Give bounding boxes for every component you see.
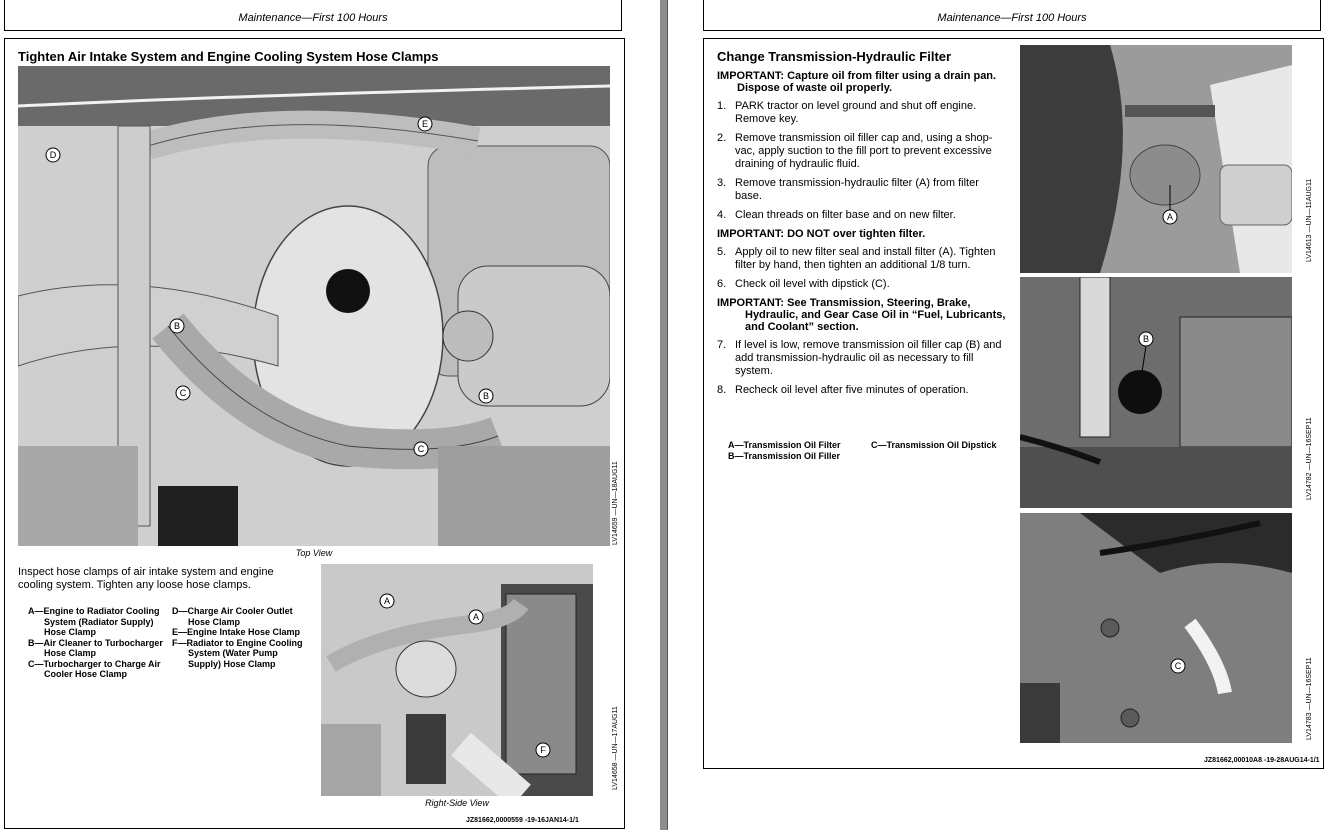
- legend-item-a: A—Engine to Radiator Cooling System (Radiator Supply) Hose Clamp: [28, 606, 160, 637]
- legend-item-b: B—Transmission Oil Filler: [728, 450, 841, 461]
- step-item: 5. Apply oil to new filter seal and install filter (A). Tighten filter by hand, then tighten an additional 1/8 turn.: [717, 246, 996, 271]
- callout-a: A: [383, 596, 391, 606]
- right-header-text: Maintenance—First 100 Hours: [937, 12, 1087, 24]
- legend-item-c: C—Transmission Oil Dipstick: [871, 440, 997, 450]
- right-page-header: [703, 0, 1321, 31]
- left-page: [0, 0, 660, 830]
- left-body-text: Inspect hose clamps of air intake system and engine cooling system. Tighten any loose hose clamps.: [18, 566, 274, 591]
- right-legend-col-2: [871, 440, 1011, 451]
- step-item: 3. Remove transmission-hydraulic filter (A) from filter base.: [717, 177, 979, 202]
- callout-d: D: [49, 150, 57, 160]
- important-note-3: IMPORTANT: See Transmission, Steering, Brake, Hydraulic, and Gear Case Oil in “Fuel, Lubricants, and Coolant” section.: [717, 297, 1006, 333]
- dipstick-figure: [1020, 513, 1292, 743]
- left-legend-col-1: [28, 606, 170, 680]
- filler-cap-figure: [1020, 277, 1292, 508]
- legend-item-f: F—Radiator to Engine Cooling System (Water Pump Supply) Hose Clamp: [172, 637, 303, 669]
- right-section-title: Change Transmission-Hydraulic Filter: [717, 49, 952, 64]
- figure-c-callout: [1171, 659, 1185, 673]
- callout-c2: C: [417, 444, 425, 454]
- right-side-view-figure: [321, 564, 593, 796]
- right-legend-col-1: [728, 440, 868, 461]
- callout-b: B: [173, 321, 181, 331]
- right-footer-code: JZ81662,00010A8 -19-28AUG14-1/1: [1204, 757, 1320, 764]
- figure-b-code: LV14782 —UN—16SEP11: [1306, 417, 1313, 500]
- steps-list-c: [717, 339, 1007, 397]
- legend-item-a: A—Transmission Oil Filter: [728, 440, 841, 450]
- side-figure-caption: Right-Side View: [425, 798, 489, 808]
- left-header-text: Maintenance—First 100 Hours: [238, 12, 388, 24]
- legend-item-c: C—Turbocharger to Charge Air Cooler Hose Clamp: [28, 658, 161, 679]
- step-item: 4. Clean threads on filter base and on new filter.: [717, 209, 956, 221]
- legend-item-b: B—Air Cleaner to Turbocharger Hose Clamp: [28, 637, 163, 658]
- callout-f: F: [540, 745, 546, 755]
- top-figure-code: LV14659 —UN—18AUG11: [612, 461, 619, 545]
- top-figure-caption: Top View: [295, 548, 333, 558]
- callout-b2: B: [482, 391, 490, 401]
- filter-figure: [1020, 45, 1292, 273]
- step-item: 1. PARK tractor on level ground and shut off engine. Remove key.: [717, 100, 977, 125]
- step-item: 8. Recheck oil level after five minutes of operation.: [717, 384, 969, 396]
- step-item: 6. Check oil level with dipstick (C).: [717, 278, 890, 290]
- callout-a2: A: [472, 612, 480, 622]
- legend-item-e: E—Engine Intake Hose Clamp: [172, 627, 301, 637]
- left-section-title: Tighten Air Intake System and Engine Cooling System Hose Clamps: [18, 49, 439, 64]
- callout-e: E: [421, 119, 429, 129]
- step-item: 2. Remove transmission oil filler cap and, using a shop-vac, apply suction to the fill port to prevent excessive draining of hydraulic fluid.: [717, 132, 993, 170]
- steps-list-b: [717, 246, 1007, 291]
- important-note-2: IMPORTANT: DO NOT over tighten filter.: [717, 228, 926, 240]
- top-view-figure: [18, 66, 610, 546]
- step-item: 7. If level is low, remove transmission oil filler cap (B) and add transmission-hydraulic oil as necessary to fill system.: [717, 339, 1002, 377]
- callout-c: C: [179, 388, 187, 398]
- callout-a: A: [1166, 212, 1174, 222]
- important-note-1: IMPORTANT: Capture oil from filter using a drain pan. Dispose of waste oil properly.: [717, 70, 997, 94]
- left-legend-col-2: [172, 606, 312, 669]
- side-figure-code: LV14658 —UN—17AUG11: [612, 706, 619, 790]
- figure-c-code: LV14783 —UN—16SEP11: [1306, 657, 1313, 740]
- callout-c: C: [1174, 661, 1182, 671]
- left-page-header: [4, 0, 622, 31]
- right-instructions: [717, 70, 1007, 403]
- figure-a-code: LV14613 —UN—11AUG11: [1306, 178, 1313, 262]
- legend-item-d: D—Charge Air Cooler Outlet Hose Clamp: [172, 606, 293, 627]
- steps-list-a: [717, 100, 1007, 222]
- right-page: [668, 0, 1332, 830]
- callout-b: B: [1142, 334, 1150, 344]
- left-footer-code: JZ81662,0000559 -19-16JAN14-1/1: [466, 817, 579, 824]
